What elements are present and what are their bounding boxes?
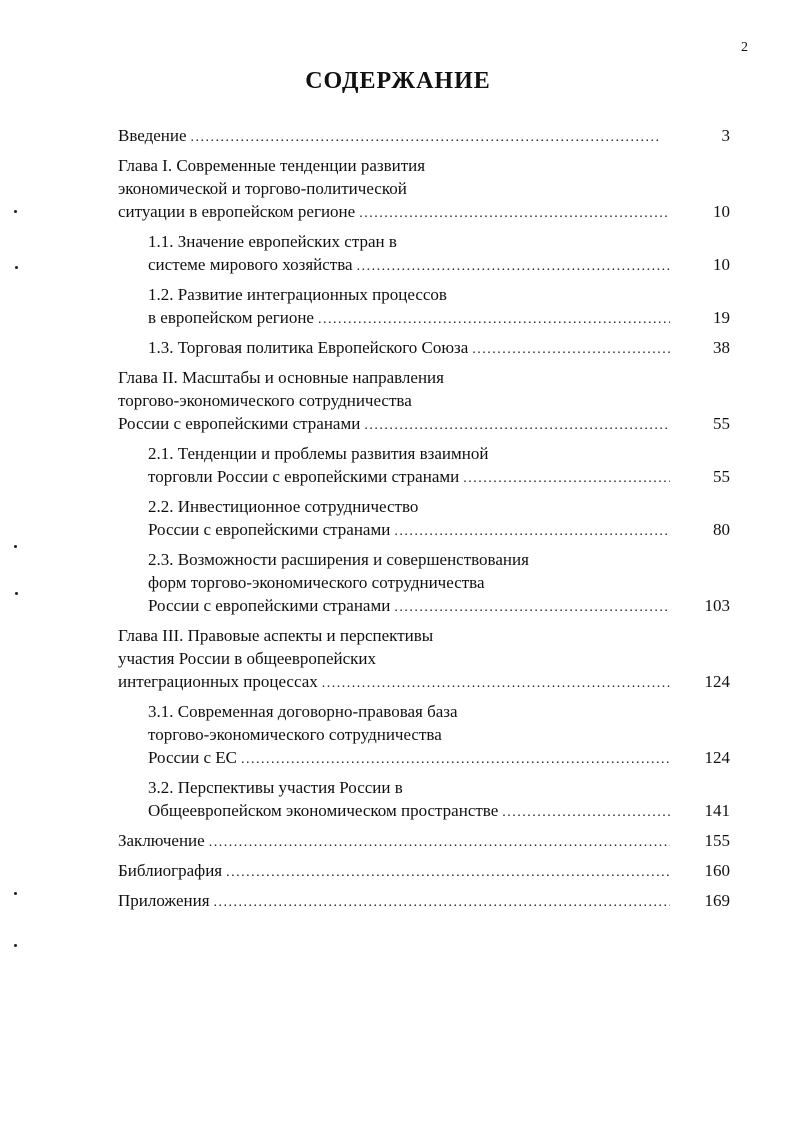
dot-leader — [359, 202, 670, 225]
toc-entry-line: России с европейскими странами — [148, 520, 391, 539]
dot-leader — [241, 748, 670, 771]
toc-page-number: 3 — [721, 126, 730, 145]
toc-entry-row — [118, 859, 730, 884]
page-title: СОДЕРЖАНИЕ — [305, 68, 491, 94]
toc-entry-line: в европейском регионе — [148, 308, 314, 327]
toc-page-number: 19 — [713, 308, 730, 327]
toc-entry-row — [148, 594, 730, 619]
scan-speck — [14, 944, 17, 947]
toc-entry-line: 3.2. Перспективы участия России в — [148, 778, 403, 797]
toc-entry[interactable] — [148, 548, 730, 619]
toc-entry-line: Общеевропейском экономическом пространстве — [148, 801, 499, 820]
toc-entry-line: Глава II. Масштабы и основные направления — [118, 368, 444, 387]
toc-entry-row — [118, 670, 730, 695]
scan-speck — [15, 592, 18, 595]
toc-entry-line: России с ЕС — [148, 748, 238, 767]
dot-leader — [364, 414, 670, 437]
toc-page-number: 124 — [704, 672, 730, 691]
toc-entry[interactable] — [118, 829, 730, 854]
toc-entry-line: форм торгово-экономического сотрудничества — [148, 573, 485, 592]
toc-entry-row — [148, 465, 730, 490]
dot-leader — [502, 801, 670, 824]
toc-entry[interactable] — [148, 442, 730, 490]
toc-page-number: 124 — [704, 748, 730, 767]
dot-leader — [214, 891, 670, 914]
toc-entry-line: 3.1. Современная договорно-правовая база — [148, 702, 458, 721]
toc-entry[interactable] — [148, 495, 730, 543]
toc-entry[interactable] — [148, 336, 730, 361]
toc-page-number: 103 — [704, 596, 730, 615]
toc-entry-line: Введение — [118, 126, 187, 145]
toc-entry-line: участия России в общеевропейских — [118, 649, 377, 668]
table-of-contents — [118, 124, 730, 919]
toc-entry-row — [148, 518, 730, 543]
toc-entry-line: Библиография — [118, 861, 223, 880]
toc-entry-line: России с европейскими странами — [118, 414, 361, 433]
toc-entry-line: 2.1. Тенденции и проблемы развития взаимной — [148, 444, 489, 463]
toc-entry-line: России с европейскими странами — [148, 596, 391, 615]
toc-page-number: 155 — [704, 831, 730, 850]
toc-page-number: 55 — [713, 414, 730, 433]
toc-entry-row — [118, 200, 730, 225]
toc-entry[interactable] — [148, 230, 730, 278]
toc-page-number: 10 — [713, 202, 730, 221]
toc-entry-line: экономической и торгово-политической — [118, 179, 407, 198]
toc-entry[interactable] — [118, 154, 730, 225]
toc-entry-row — [148, 306, 730, 331]
toc-page-number: 160 — [704, 861, 730, 880]
toc-page-number: 80 — [713, 520, 730, 539]
toc-page-number: 169 — [704, 891, 730, 910]
toc-entry[interactable] — [118, 859, 730, 884]
toc-entry-line: 2.2. Инвестиционное сотрудничество — [148, 497, 419, 516]
toc-entry[interactable] — [118, 889, 730, 914]
dot-leader — [357, 255, 670, 278]
dot-leader — [472, 338, 670, 361]
toc-entry[interactable] — [118, 366, 730, 437]
dot-leader — [394, 520, 670, 543]
toc-entry-line: интеграционных процессах — [118, 672, 318, 691]
dot-leader — [463, 467, 670, 490]
toc-entry-line: системе мирового хозяйства — [148, 255, 353, 274]
toc-entry-line: торговли России с европейскими странами — [148, 467, 460, 486]
scan-speck — [14, 210, 17, 213]
toc-entry-row — [148, 746, 730, 771]
toc-entry-row — [148, 253, 730, 278]
toc-entry-line: Глава I. Современные тенденции развития — [118, 156, 426, 175]
toc-entry[interactable] — [118, 624, 730, 695]
toc-entry-line: 1.2. Развитие интеграционных процессов — [148, 285, 447, 304]
scan-speck — [15, 266, 18, 269]
toc-page-number: 38 — [713, 338, 730, 357]
toc-entry-line: Заключение — [118, 831, 205, 850]
toc-page-number: 10 — [713, 255, 730, 274]
toc-entry-line: 1.3. Торговая политика Европейского Союза — [148, 338, 469, 357]
toc-entry[interactable] — [118, 124, 730, 149]
dot-leader — [226, 861, 670, 884]
toc-page-number: 55 — [713, 467, 730, 486]
scan-speck — [14, 892, 17, 895]
toc-entry-line: ситуации в европейском регионе — [118, 202, 356, 221]
toc-entry-row — [118, 412, 730, 437]
toc-entry[interactable] — [148, 776, 730, 824]
toc-page-number: 141 — [704, 801, 730, 820]
dot-leader — [318, 308, 670, 331]
toc-entry-line: 2.3. Возможности расширения и совершенствования — [148, 550, 529, 569]
toc-entry-row — [148, 336, 730, 361]
dot-leader — [322, 672, 670, 695]
page-number: 2 — [741, 40, 748, 55]
toc-entry-line: торгово-экономического сотрудничества — [118, 391, 412, 410]
scan-speck — [14, 545, 17, 548]
toc-entry-line: Приложения — [118, 891, 210, 910]
toc-entry-row — [148, 799, 730, 824]
dot-leader — [394, 596, 670, 619]
dot-leader — [191, 126, 670, 149]
toc-entry[interactable] — [148, 700, 730, 771]
toc-entry-row — [118, 889, 730, 914]
toc-entry-line: 1.1. Значение европейских стран в — [148, 232, 397, 251]
toc-entry-row — [118, 829, 730, 854]
toc-entry-row — [118, 124, 730, 149]
toc-entry-line: торгово-экономического сотрудничества — [148, 725, 442, 744]
dot-leader — [209, 831, 670, 854]
toc-entry-line: Глава III. Правовые аспекты и перспективы — [118, 626, 434, 645]
toc-entry[interactable] — [148, 283, 730, 331]
